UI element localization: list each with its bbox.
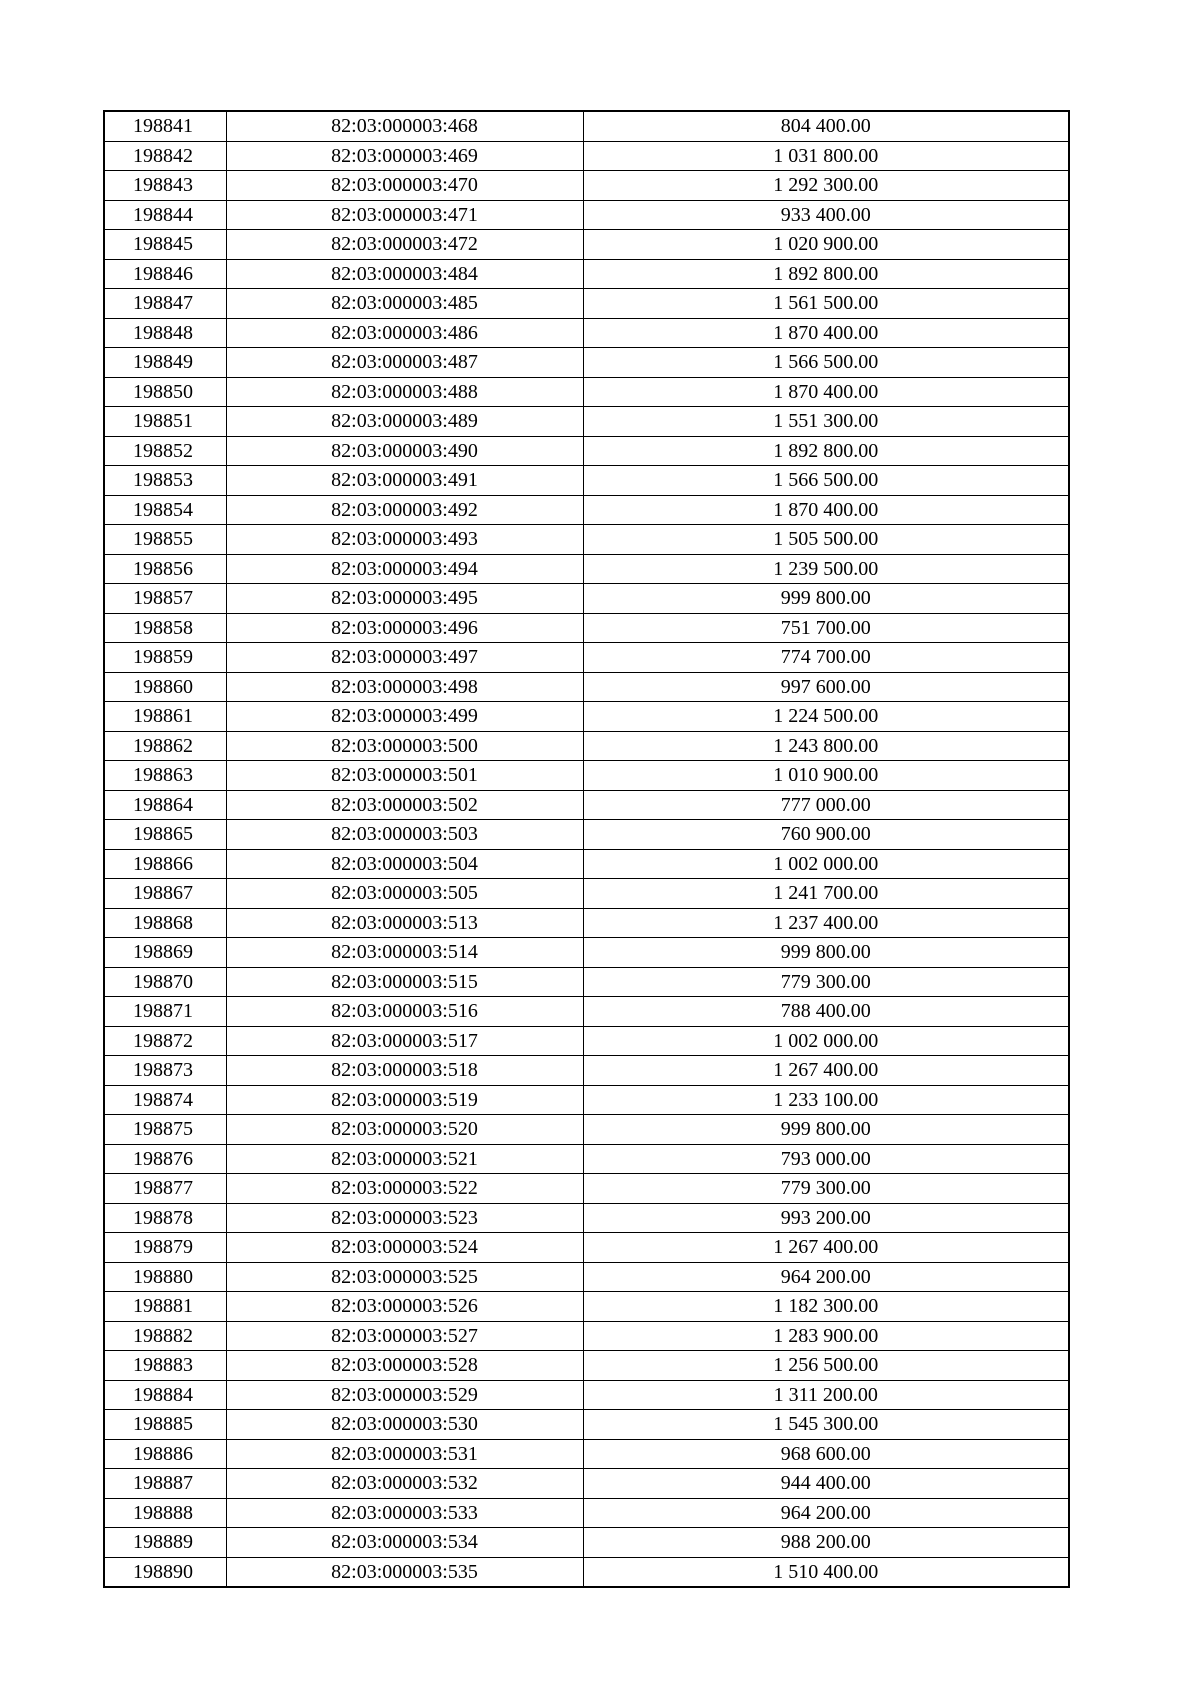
cadastral-value-cell: 1 283 900.00 — [583, 1321, 1069, 1351]
cadastral-value-cell: 1 267 400.00 — [583, 1233, 1069, 1263]
table-row — [104, 1292, 1069, 1322]
table-row — [104, 584, 1069, 614]
row-number-cell: 198886 — [104, 1439, 226, 1469]
cadastral-number-cell: 82:03:000003:513 — [226, 908, 583, 938]
cadastral-number-cell: 82:03:000003:485 — [226, 289, 583, 319]
table-row — [104, 672, 1069, 702]
table-row — [104, 111, 1069, 141]
table-row — [104, 1115, 1069, 1145]
row-number-cell: 198863 — [104, 761, 226, 791]
cadastral-value-cell: 1 561 500.00 — [583, 289, 1069, 319]
table-row — [104, 1380, 1069, 1410]
cadastral-value-cell: 1 224 500.00 — [583, 702, 1069, 732]
cadastral-number-cell: 82:03:000003:492 — [226, 495, 583, 525]
table-row — [104, 731, 1069, 761]
cadastral-number-cell: 82:03:000003:502 — [226, 790, 583, 820]
cadastral-value-cell: 1 243 800.00 — [583, 731, 1069, 761]
table-row — [104, 643, 1069, 673]
row-number-cell: 198868 — [104, 908, 226, 938]
table-row — [104, 495, 1069, 525]
row-number-cell: 198867 — [104, 879, 226, 909]
table-row — [104, 554, 1069, 584]
table-row — [104, 820, 1069, 850]
cadastral-number-cell: 82:03:000003:472 — [226, 230, 583, 260]
cadastral-number-cell: 82:03:000003:523 — [226, 1203, 583, 1233]
cadastral-value-cell: 964 200.00 — [583, 1262, 1069, 1292]
cadastral-number-cell: 82:03:000003:533 — [226, 1498, 583, 1528]
row-number-cell: 198890 — [104, 1557, 226, 1587]
cadastral-value-cell: 988 200.00 — [583, 1528, 1069, 1558]
cadastral-number-cell: 82:03:000003:521 — [226, 1144, 583, 1174]
cadastral-value-cell: 964 200.00 — [583, 1498, 1069, 1528]
cadastral-number-cell: 82:03:000003:488 — [226, 377, 583, 407]
row-number-cell: 198888 — [104, 1498, 226, 1528]
cadastral-value-cell: 804 400.00 — [583, 111, 1069, 141]
cadastral-value-cell: 1 545 300.00 — [583, 1410, 1069, 1440]
cadastral-value-cell: 1 237 400.00 — [583, 908, 1069, 938]
cadastral-number-cell: 82:03:000003:484 — [226, 259, 583, 289]
cadastral-value-cell: 1 031 800.00 — [583, 141, 1069, 171]
cadastral-value-cell: 1 551 300.00 — [583, 407, 1069, 437]
cadastral-value-cell: 1 241 700.00 — [583, 879, 1069, 909]
table-row — [104, 1085, 1069, 1115]
table-row — [104, 377, 1069, 407]
cadastral-number-cell: 82:03:000003:491 — [226, 466, 583, 496]
cadastral-number-cell: 82:03:000003:530 — [226, 1410, 583, 1440]
cadastral-value-cell: 1 182 300.00 — [583, 1292, 1069, 1322]
row-number-cell: 198861 — [104, 702, 226, 732]
cadastral-value-cell: 1 239 500.00 — [583, 554, 1069, 584]
cadastral-value-cell: 774 700.00 — [583, 643, 1069, 673]
row-number-cell: 198880 — [104, 1262, 226, 1292]
cadastral-value-cell: 779 300.00 — [583, 1174, 1069, 1204]
cadastral-number-cell: 82:03:000003:534 — [226, 1528, 583, 1558]
table-row — [104, 1321, 1069, 1351]
cadastral-value-cell: 944 400.00 — [583, 1469, 1069, 1499]
cadastral-number-cell: 82:03:000003:520 — [226, 1115, 583, 1145]
row-number-cell: 198877 — [104, 1174, 226, 1204]
cadastral-value-cell: 1 505 500.00 — [583, 525, 1069, 555]
cadastral-value-cell: 793 000.00 — [583, 1144, 1069, 1174]
table-row — [104, 1410, 1069, 1440]
cadastral-value-cell: 1 020 900.00 — [583, 230, 1069, 260]
cadastral-value-cell: 1 267 400.00 — [583, 1056, 1069, 1086]
table-row — [104, 1203, 1069, 1233]
row-number-cell: 198869 — [104, 938, 226, 968]
cadastral-value-cell: 1 870 400.00 — [583, 377, 1069, 407]
cadastral-number-cell: 82:03:000003:501 — [226, 761, 583, 791]
row-number-cell: 198851 — [104, 407, 226, 437]
cadastral-number-cell: 82:03:000003:469 — [226, 141, 583, 171]
row-number-cell: 198856 — [104, 554, 226, 584]
row-number-cell: 198874 — [104, 1085, 226, 1115]
table-row — [104, 1439, 1069, 1469]
table-row — [104, 1528, 1069, 1558]
cadastral-value-cell: 1 002 000.00 — [583, 849, 1069, 879]
table-row — [104, 525, 1069, 555]
row-number-cell: 198843 — [104, 171, 226, 201]
table-body — [104, 111, 1069, 1587]
cadastral-value-table — [103, 110, 1070, 1588]
cadastral-value-cell: 968 600.00 — [583, 1439, 1069, 1469]
table-row — [104, 318, 1069, 348]
cadastral-number-cell: 82:03:000003:535 — [226, 1557, 583, 1587]
cadastral-value-cell: 1 566 500.00 — [583, 466, 1069, 496]
row-number-cell: 198889 — [104, 1528, 226, 1558]
row-number-cell: 198883 — [104, 1351, 226, 1381]
cadastral-number-cell: 82:03:000003:518 — [226, 1056, 583, 1086]
cadastral-value-cell: 1 892 800.00 — [583, 436, 1069, 466]
row-number-cell: 198847 — [104, 289, 226, 319]
row-number-cell: 198848 — [104, 318, 226, 348]
table-row — [104, 171, 1069, 201]
table-row — [104, 908, 1069, 938]
cadastral-number-cell: 82:03:000003:496 — [226, 613, 583, 643]
cadastral-number-cell: 82:03:000003:522 — [226, 1174, 583, 1204]
cadastral-number-cell: 82:03:000003:493 — [226, 525, 583, 555]
row-number-cell: 198841 — [104, 111, 226, 141]
cadastral-value-cell: 788 400.00 — [583, 997, 1069, 1027]
cadastral-number-cell: 82:03:000003:470 — [226, 171, 583, 201]
table-row — [104, 997, 1069, 1027]
row-number-cell: 198882 — [104, 1321, 226, 1351]
row-number-cell: 198860 — [104, 672, 226, 702]
cadastral-number-cell: 82:03:000003:471 — [226, 200, 583, 230]
cadastral-number-cell: 82:03:000003:499 — [226, 702, 583, 732]
cadastral-number-cell: 82:03:000003:497 — [226, 643, 583, 673]
cadastral-number-cell: 82:03:000003:527 — [226, 1321, 583, 1351]
row-number-cell: 198846 — [104, 259, 226, 289]
table-row — [104, 1498, 1069, 1528]
cadastral-number-cell: 82:03:000003:525 — [226, 1262, 583, 1292]
cadastral-value-cell: 1 892 800.00 — [583, 259, 1069, 289]
table-row — [104, 1026, 1069, 1056]
cadastral-number-cell: 82:03:000003:514 — [226, 938, 583, 968]
cadastral-number-cell: 82:03:000003:515 — [226, 967, 583, 997]
row-number-cell: 198878 — [104, 1203, 226, 1233]
cadastral-number-cell: 82:03:000003:504 — [226, 849, 583, 879]
cadastral-value-cell: 751 700.00 — [583, 613, 1069, 643]
table-row — [104, 613, 1069, 643]
cadastral-value-cell: 999 800.00 — [583, 938, 1069, 968]
cadastral-number-cell: 82:03:000003:498 — [226, 672, 583, 702]
cadastral-number-cell: 82:03:000003:505 — [226, 879, 583, 909]
table-row — [104, 348, 1069, 378]
cadastral-number-cell: 82:03:000003:519 — [226, 1085, 583, 1115]
cadastral-number-cell: 82:03:000003:500 — [226, 731, 583, 761]
table-row — [104, 1262, 1069, 1292]
row-number-cell: 198842 — [104, 141, 226, 171]
cadastral-number-cell: 82:03:000003:516 — [226, 997, 583, 1027]
cadastral-value-cell: 1 010 900.00 — [583, 761, 1069, 791]
row-number-cell: 198884 — [104, 1380, 226, 1410]
cadastral-value-cell: 1 311 200.00 — [583, 1380, 1069, 1410]
row-number-cell: 198881 — [104, 1292, 226, 1322]
row-number-cell: 198844 — [104, 200, 226, 230]
cadastral-number-cell: 82:03:000003:489 — [226, 407, 583, 437]
table-row — [104, 790, 1069, 820]
table-row — [104, 436, 1069, 466]
row-number-cell: 198859 — [104, 643, 226, 673]
row-number-cell: 198879 — [104, 1233, 226, 1263]
table-row — [104, 141, 1069, 171]
row-number-cell: 198854 — [104, 495, 226, 525]
cadastral-number-cell: 82:03:000003:526 — [226, 1292, 583, 1322]
table-row — [104, 289, 1069, 319]
row-number-cell: 198873 — [104, 1056, 226, 1086]
table-row — [104, 259, 1069, 289]
table-row — [104, 1351, 1069, 1381]
cadastral-value-cell: 777 000.00 — [583, 790, 1069, 820]
row-number-cell: 198857 — [104, 584, 226, 614]
cadastral-value-cell: 1 870 400.00 — [583, 318, 1069, 348]
table-row — [104, 200, 1069, 230]
table-row — [104, 1056, 1069, 1086]
table-row — [104, 1144, 1069, 1174]
row-number-cell: 198887 — [104, 1469, 226, 1499]
cadastral-value-cell: 997 600.00 — [583, 672, 1069, 702]
row-number-cell: 198865 — [104, 820, 226, 850]
row-number-cell: 198875 — [104, 1115, 226, 1145]
cadastral-number-cell: 82:03:000003:503 — [226, 820, 583, 850]
cadastral-value-cell: 760 900.00 — [583, 820, 1069, 850]
cadastral-number-cell: 82:03:000003:529 — [226, 1380, 583, 1410]
row-number-cell: 198866 — [104, 849, 226, 879]
row-number-cell: 198850 — [104, 377, 226, 407]
cadastral-value-cell: 1 870 400.00 — [583, 495, 1069, 525]
cadastral-number-cell: 82:03:000003:528 — [226, 1351, 583, 1381]
cadastral-value-cell: 1 566 500.00 — [583, 348, 1069, 378]
table-row — [104, 407, 1069, 437]
cadastral-number-cell: 82:03:000003:531 — [226, 1439, 583, 1469]
table-row — [104, 1233, 1069, 1263]
cadastral-value-cell: 993 200.00 — [583, 1203, 1069, 1233]
cadastral-number-cell: 82:03:000003:486 — [226, 318, 583, 348]
cadastral-value-cell: 999 800.00 — [583, 584, 1069, 614]
table-row — [104, 849, 1069, 879]
cadastral-value-cell: 1 510 400.00 — [583, 1557, 1069, 1587]
cadastral-number-cell: 82:03:000003:490 — [226, 436, 583, 466]
cadastral-value-cell: 999 800.00 — [583, 1115, 1069, 1145]
cadastral-value-cell: 1 002 000.00 — [583, 1026, 1069, 1056]
table-row — [104, 230, 1069, 260]
cadastral-value-cell: 1 233 100.00 — [583, 1085, 1069, 1115]
row-number-cell: 198885 — [104, 1410, 226, 1440]
table-row — [104, 761, 1069, 791]
row-number-cell: 198871 — [104, 997, 226, 1027]
row-number-cell: 198862 — [104, 731, 226, 761]
table-row — [104, 466, 1069, 496]
cadastral-number-cell: 82:03:000003:468 — [226, 111, 583, 141]
row-number-cell: 198853 — [104, 466, 226, 496]
table-row — [104, 702, 1069, 732]
cadastral-number-cell: 82:03:000003:532 — [226, 1469, 583, 1499]
cadastral-number-cell: 82:03:000003:487 — [226, 348, 583, 378]
cadastral-number-cell: 82:03:000003:517 — [226, 1026, 583, 1056]
table-row — [104, 1557, 1069, 1587]
table-row — [104, 1469, 1069, 1499]
row-number-cell: 198852 — [104, 436, 226, 466]
table-row — [104, 1174, 1069, 1204]
row-number-cell: 198864 — [104, 790, 226, 820]
row-number-cell: 198858 — [104, 613, 226, 643]
table-row — [104, 938, 1069, 968]
cadastral-value-cell: 1 292 300.00 — [583, 171, 1069, 201]
cadastral-value-cell: 1 256 500.00 — [583, 1351, 1069, 1381]
row-number-cell: 198870 — [104, 967, 226, 997]
cadastral-number-cell: 82:03:000003:524 — [226, 1233, 583, 1263]
cadastral-number-cell: 82:03:000003:494 — [226, 554, 583, 584]
row-number-cell: 198855 — [104, 525, 226, 555]
cadastral-value-cell: 933 400.00 — [583, 200, 1069, 230]
table-row — [104, 967, 1069, 997]
table-row — [104, 879, 1069, 909]
row-number-cell: 198872 — [104, 1026, 226, 1056]
cadastral-number-cell: 82:03:000003:495 — [226, 584, 583, 614]
row-number-cell: 198845 — [104, 230, 226, 260]
cadastral-value-cell: 779 300.00 — [583, 967, 1069, 997]
row-number-cell: 198876 — [104, 1144, 226, 1174]
row-number-cell: 198849 — [104, 348, 226, 378]
